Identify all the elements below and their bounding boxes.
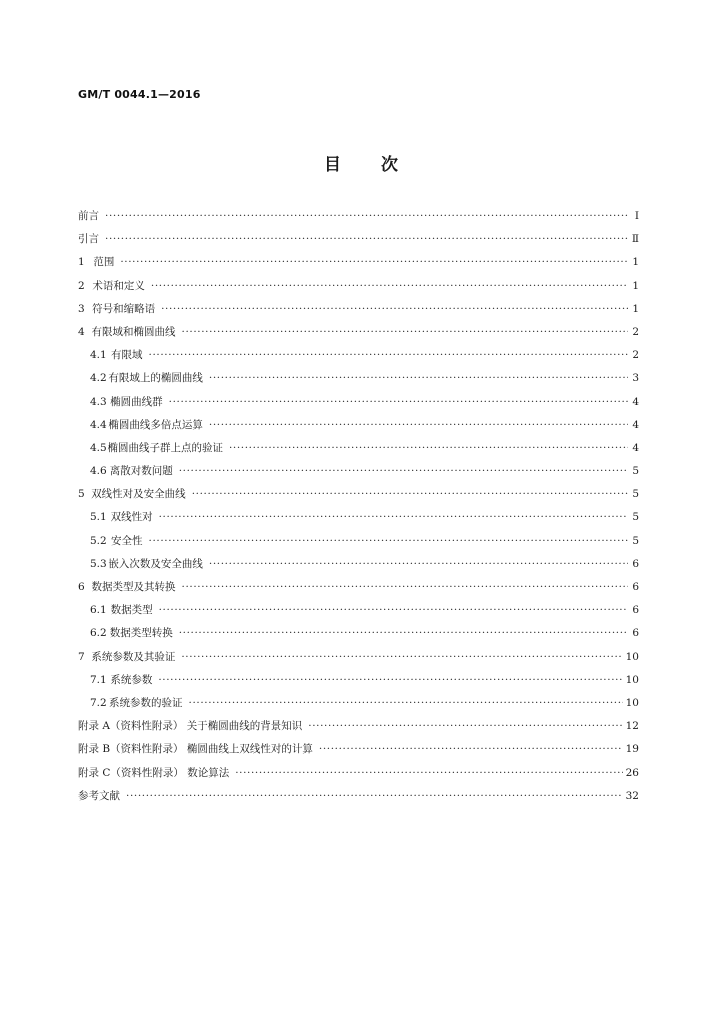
- toc-entry-number: 3: [78, 302, 85, 315]
- toc-entry-number: 1: [78, 256, 85, 269]
- toc-entry[interactable]: [78, 718, 639, 741]
- toc-entry-number: 4.6: [90, 465, 107, 478]
- toc-entry[interactable]: [78, 370, 639, 393]
- toc-entry[interactable]: [78, 208, 639, 231]
- toc-dot-leader: [105, 233, 628, 245]
- toc-dot-leader: [158, 674, 622, 686]
- toc-entry-number: 5: [78, 488, 85, 501]
- toc-entry-number: 2: [78, 279, 85, 292]
- toc-entry-page: 6: [632, 557, 639, 570]
- toc-entry-label: 术语和定义: [92, 279, 145, 292]
- toc-entry[interactable]: [78, 741, 639, 764]
- toc-entry-label: 附录 B（资料性附录） 椭圆曲线上双线性对的计算: [78, 743, 313, 756]
- toc-entry-page: 6: [632, 581, 639, 593]
- toc-entry[interactable]: [78, 533, 639, 556]
- toc-entry-page: 12: [625, 720, 639, 733]
- toc-dot-leader: [161, 303, 628, 315]
- toc-dot-leader: [209, 558, 628, 570]
- toc-entry[interactable]: [78, 486, 639, 509]
- toc-dot-leader: [149, 349, 628, 361]
- toc-entry-label: 附录 A（资料性附录） 关于椭圆曲线的背景知识: [78, 720, 303, 733]
- toc-entry-label: 数据类型及其转换: [91, 581, 176, 593]
- toc-dot-leader: [319, 743, 623, 755]
- toc-entry-number: 4.1: [90, 349, 107, 362]
- toc-entry[interactable]: [78, 463, 639, 486]
- toc-entry-page: 1: [632, 302, 639, 315]
- toc-entry-label: 数据类型: [110, 604, 153, 617]
- toc-entry-label: 有限域上的椭圆曲线: [108, 372, 203, 385]
- toc-entry[interactable]: [78, 440, 639, 463]
- toc-entry-number: 6.2: [90, 627, 107, 640]
- toc-entry-label: 系统参数: [110, 673, 153, 686]
- toc-entry-page: 2: [632, 325, 639, 338]
- toc-entry[interactable]: [78, 417, 639, 440]
- toc-entry-page: 6: [632, 604, 639, 617]
- toc-entry-page: Ⅱ: [631, 233, 639, 246]
- toc-entry-label: 系统参数及其验证: [91, 650, 176, 663]
- toc-dot-leader: [189, 697, 623, 709]
- toc-entry-label: 离散对数问题: [109, 465, 173, 478]
- toc-entry-number: 4.2: [90, 372, 107, 385]
- toc-entry-label: 有限域和椭圆曲线: [91, 325, 176, 338]
- toc-dot-leader: [105, 210, 628, 222]
- toc-entry-label: 椭圆曲线多倍点运算: [108, 418, 203, 431]
- toc-entry-number: 6.1: [90, 604, 107, 617]
- toc-entry[interactable]: [78, 649, 639, 672]
- toc-dot-leader: [209, 419, 628, 431]
- toc-entry[interactable]: [78, 231, 639, 254]
- toc-entry-label: 双线性对: [110, 511, 153, 524]
- toc-entry-number: 6: [78, 581, 85, 593]
- toc-dot-leader: [149, 535, 628, 547]
- toc-dot-leader: [308, 720, 622, 732]
- toc-entry-label: 前言: [78, 210, 99, 222]
- toc-entry-page: 1: [632, 279, 639, 292]
- toc-dot-leader: [235, 767, 622, 779]
- toc-entry-page: 3: [632, 372, 639, 385]
- toc-entry-label: 有限域: [111, 349, 143, 362]
- toc-entry-number: 7: [78, 650, 85, 663]
- toc-entry-number: 4: [78, 325, 85, 338]
- toc-entry[interactable]: [78, 347, 639, 370]
- toc-entry-page: 19: [625, 743, 639, 756]
- toc-entry-label: 符号和缩略语: [92, 302, 156, 315]
- toc-entry-label: 椭圆曲线群: [110, 395, 163, 408]
- toc-entry[interactable]: [78, 765, 639, 788]
- toc-entry-page: 32: [625, 789, 639, 802]
- toc-entry[interactable]: [78, 394, 639, 417]
- page-title: [0, 150, 724, 175]
- toc-entry[interactable]: [78, 579, 639, 602]
- table-of-contents: [78, 208, 639, 811]
- toc-entry[interactable]: [78, 509, 639, 532]
- toc-entry-label: 参考文献: [78, 789, 120, 802]
- toc-entry[interactable]: [78, 602, 639, 625]
- toc-entry-page: 4: [632, 418, 639, 431]
- toc-entry[interactable]: [78, 301, 639, 324]
- toc-entry-label: 嵌入次数及安全曲线: [108, 557, 203, 570]
- toc-entry[interactable]: [78, 672, 639, 695]
- toc-entry-page: 4: [632, 441, 639, 454]
- toc-entry-page: 5: [632, 465, 639, 478]
- toc-dot-leader: [169, 396, 628, 408]
- title-char-right: 次: [381, 155, 400, 175]
- toc-entry-page: 10: [625, 673, 639, 686]
- toc-dot-leader: [192, 488, 628, 500]
- toc-entry-page: 5: [632, 488, 639, 501]
- toc-entry[interactable]: [78, 556, 639, 579]
- toc-dot-leader: [181, 651, 622, 663]
- toc-entry-label: 附录 C（资料性附录） 数论算法: [78, 766, 230, 779]
- toc-entry-label: 安全性: [111, 534, 143, 547]
- toc-entry-label: 双线性对及安全曲线: [91, 488, 186, 501]
- toc-entry-label: 引言: [78, 233, 99, 246]
- toc-entry-page: 10: [625, 696, 639, 709]
- toc-entry-page: 10: [625, 650, 639, 663]
- toc-entry[interactable]: [78, 625, 639, 648]
- toc-entry[interactable]: [78, 324, 639, 347]
- toc-dot-leader: [229, 442, 628, 454]
- toc-entry[interactable]: [78, 695, 639, 718]
- toc-entry-label: 系统参数的验证: [109, 696, 183, 709]
- toc-entry-page: 5: [632, 534, 639, 547]
- toc-dot-leader: [126, 790, 623, 802]
- toc-entry-label: 数据类型转换: [109, 627, 173, 640]
- toc-entry-page: 1: [632, 256, 639, 269]
- toc-dot-leader: [159, 604, 628, 616]
- standard-code: GM/T 0044.1—2016: [78, 88, 201, 101]
- toc-dot-leader: [120, 256, 628, 268]
- toc-entry-page: 2: [632, 349, 639, 362]
- toc-entry-label: 范围: [93, 256, 115, 269]
- toc-dot-leader: [159, 511, 628, 523]
- toc-entry-number: 4.4: [90, 418, 107, 431]
- toc-entry[interactable]: [78, 254, 639, 277]
- toc-dot-leader: [209, 372, 628, 384]
- toc-entry-number: 5.1: [90, 511, 107, 524]
- toc-entry-number: 4.5: [90, 441, 107, 454]
- toc-entry-page: 5: [632, 511, 639, 524]
- toc-entry-label: 椭圆曲线子群上点的验证: [107, 441, 223, 454]
- toc-dot-leader: [182, 581, 629, 593]
- toc-dot-leader: [179, 465, 628, 477]
- toc-entry[interactable]: [78, 788, 639, 811]
- toc-dot-leader: [179, 627, 628, 639]
- toc-dot-leader: [151, 280, 628, 292]
- toc-entry-number: 7.2: [90, 696, 107, 709]
- toc-entry-number: 5.2: [90, 534, 107, 547]
- title-char-left: 目: [324, 155, 343, 175]
- toc-entry-page: 26: [625, 766, 639, 779]
- toc-entry-number: 5.3: [90, 557, 107, 570]
- toc-entry-number: 7.1: [90, 673, 107, 686]
- toc-entry-page: 4: [632, 395, 639, 408]
- toc-entry[interactable]: [78, 278, 639, 301]
- toc-entry-page: Ⅰ: [634, 210, 639, 222]
- toc-entry-page: 6: [632, 627, 639, 640]
- toc-dot-leader: [182, 326, 629, 338]
- toc-entry-number: 4.3: [90, 395, 107, 408]
